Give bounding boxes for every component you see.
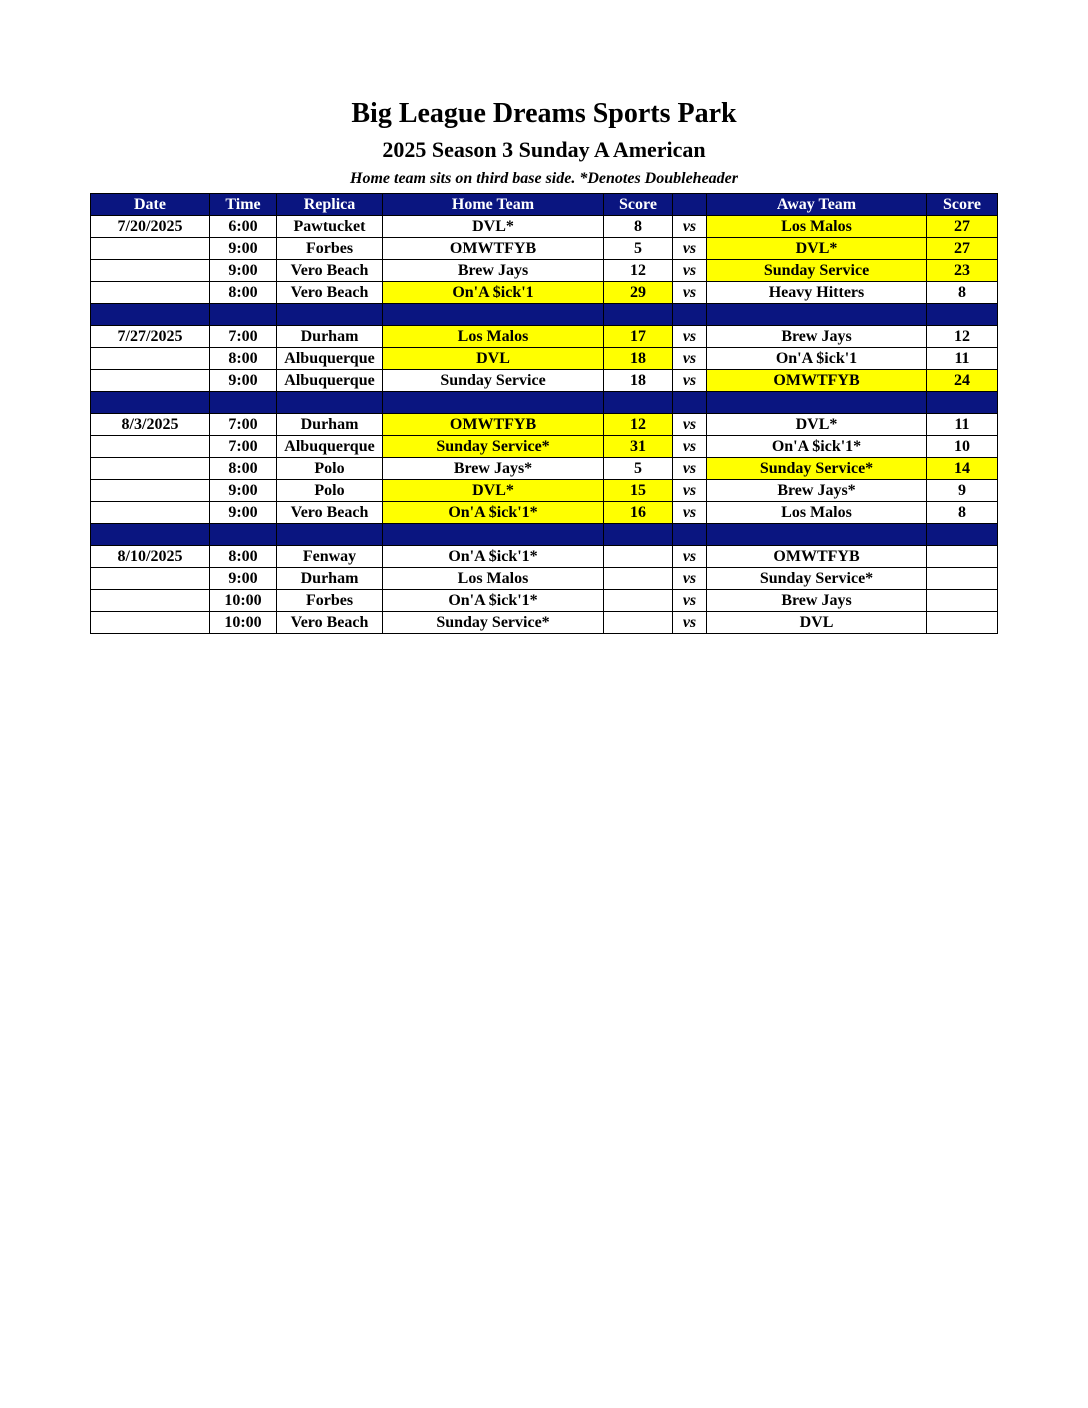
replica-cell: Pawtucket [277,216,383,238]
away-score-cell: 9 [927,480,998,502]
page-subtitle: 2025 Season 3 Sunday A American [382,137,706,162]
table-row [91,546,998,568]
time-cell: 9:00 [210,238,277,260]
page-title: Big League Dreams Sports Park [351,98,737,129]
separator-cell [210,524,277,546]
away-score-cell: 27 [927,216,998,238]
home-score-cell: 12 [604,414,673,436]
home-team-cell: On'A $ick'1* [383,590,604,612]
away-team-cell: Sunday Service [707,260,927,282]
schedule-body [91,216,998,634]
vs-cell: vs [673,612,707,634]
away-team-cell: Brew Jays [707,326,927,348]
home-score-cell: 18 [604,348,673,370]
home-score-cell [604,546,673,568]
away-score-cell [927,568,998,590]
table-row [91,480,998,502]
time-cell: 10:00 [210,590,277,612]
col-header-away-team: Away Team [707,194,927,216]
time-cell: 8:00 [210,458,277,480]
away-score-cell: 12 [927,326,998,348]
time-cell: 8:00 [210,546,277,568]
table-row [91,348,998,370]
away-score-cell: 10 [927,436,998,458]
date-cell [91,436,210,458]
home-team-cell: DVL* [383,480,604,502]
vs-cell: vs [673,458,707,480]
col-header-date: Date [91,194,210,216]
table-row [91,370,998,392]
time-cell: 7:00 [210,414,277,436]
vs-cell: vs [673,568,707,590]
vs-cell: vs [673,348,707,370]
replica-cell: Forbes [277,590,383,612]
vs-cell: vs [673,480,707,502]
replica-cell: Fenway [277,546,383,568]
col-header-home-team: Home Team [383,194,604,216]
separator-cell [927,392,998,414]
separator-cell [707,524,927,546]
home-team-cell: DVL* [383,216,604,238]
vs-cell: vs [673,216,707,238]
separator-cell [383,524,604,546]
table-row [91,414,998,436]
away-team-cell: Heavy Hitters [707,282,927,304]
date-cell [91,568,210,590]
date-cell [91,348,210,370]
time-cell: 8:00 [210,282,277,304]
header-row [91,194,998,216]
replica-cell: Forbes [277,238,383,260]
time-cell: 7:00 [210,436,277,458]
separator-cell [707,304,927,326]
home-team-cell: On'A $ick'1 [383,282,604,304]
vs-cell: vs [673,238,707,260]
home-team-cell: Los Malos [383,568,604,590]
away-team-cell: OMWTFYB [707,546,927,568]
home-team-cell: On'A $ick'1* [383,502,604,524]
replica-cell: Albuquerque [277,370,383,392]
table-row [91,458,998,480]
date-cell [91,590,210,612]
date-cell [91,502,210,524]
date-cell [91,282,210,304]
replica-cell: Albuquerque [277,436,383,458]
home-score-cell: 8 [604,216,673,238]
date-cell [91,480,210,502]
home-score-cell: 31 [604,436,673,458]
home-team-cell: Brew Jays* [383,458,604,480]
away-team-cell: Los Malos [707,216,927,238]
replica-cell: Durham [277,568,383,590]
away-team-cell: OMWTFYB [707,370,927,392]
home-team-cell: Sunday Service [383,370,604,392]
replica-cell: Polo [277,458,383,480]
vs-cell: vs [673,414,707,436]
time-cell: 9:00 [210,370,277,392]
away-score-cell [927,546,998,568]
date-cell: 8/3/2025 [91,414,210,436]
away-score-cell: 11 [927,414,998,436]
home-score-cell: 29 [604,282,673,304]
away-score-cell: 23 [927,260,998,282]
table-row [91,436,998,458]
home-score-cell: 18 [604,370,673,392]
col-header-home-score: Score [604,194,673,216]
week-separator-row [91,392,998,414]
replica-cell: Durham [277,326,383,348]
separator-cell [604,524,673,546]
replica-cell: Polo [277,480,383,502]
col-header-away-score: Score [927,194,998,216]
col-header-replica: Replica [277,194,383,216]
table-row [91,326,998,348]
home-team-cell: Sunday Service* [383,612,604,634]
time-cell: 8:00 [210,348,277,370]
vs-cell: vs [673,502,707,524]
away-score-cell: 24 [927,370,998,392]
home-team-cell: DVL [383,348,604,370]
away-score-cell [927,612,998,634]
date-cell: 8/10/2025 [91,546,210,568]
separator-cell [91,392,210,414]
time-cell: 9:00 [210,568,277,590]
home-score-cell: 12 [604,260,673,282]
separator-cell [383,392,604,414]
schedule-table [90,193,998,634]
time-cell: 9:00 [210,502,277,524]
separator-cell [210,304,277,326]
home-score-cell [604,612,673,634]
separator-cell [210,392,277,414]
time-cell: 10:00 [210,612,277,634]
separator-cell [277,524,383,546]
table-row [91,568,998,590]
date-cell [91,238,210,260]
home-score-cell: 17 [604,326,673,348]
table-row [91,502,998,524]
table-row [91,216,998,238]
home-score-cell [604,590,673,612]
table-row [91,282,998,304]
away-team-cell: Brew Jays* [707,480,927,502]
vs-cell: vs [673,590,707,612]
away-team-cell: Los Malos [707,502,927,524]
time-cell: 9:00 [210,480,277,502]
away-score-cell: 14 [927,458,998,480]
vs-cell: vs [673,282,707,304]
away-score-cell [927,590,998,612]
date-cell [91,260,210,282]
separator-cell [277,392,383,414]
vs-cell: vs [673,370,707,392]
separator-cell [673,304,707,326]
home-team-cell: OMWTFYB [383,238,604,260]
time-cell: 6:00 [210,216,277,238]
week-separator-row [91,304,998,326]
date-cell [91,458,210,480]
replica-cell: Vero Beach [277,282,383,304]
home-score-cell: 15 [604,480,673,502]
away-team-cell: DVL [707,612,927,634]
doubleheader-note: Home team sits on third base side. *Denotes Doubleheader [350,170,738,187]
home-team-cell: Sunday Service* [383,436,604,458]
vs-cell: vs [673,436,707,458]
vs-cell: vs [673,326,707,348]
table-row [91,612,998,634]
away-team-cell: Brew Jays [707,590,927,612]
home-team-cell: Brew Jays [383,260,604,282]
replica-cell: Durham [277,414,383,436]
replica-cell: Vero Beach [277,502,383,524]
separator-cell [277,304,383,326]
separator-cell [604,304,673,326]
table-row [91,260,998,282]
table-row [91,590,998,612]
separator-cell [707,392,927,414]
home-team-cell: OMWTFYB [383,414,604,436]
away-score-cell: 8 [927,502,998,524]
week-separator-row [91,524,998,546]
date-cell [91,370,210,392]
vs-cell: vs [673,546,707,568]
away-score-cell: 27 [927,238,998,260]
col-header-time: Time [210,194,277,216]
away-team-cell: DVL* [707,238,927,260]
away-team-cell: On'A $ick'1 [707,348,927,370]
time-cell: 7:00 [210,326,277,348]
time-cell: 9:00 [210,260,277,282]
table-row [91,238,998,260]
home-team-cell: Los Malos [383,326,604,348]
separator-cell [927,524,998,546]
replica-cell: Vero Beach [277,260,383,282]
away-score-cell: 11 [927,348,998,370]
separator-cell [383,304,604,326]
col-header-vs [673,194,707,216]
separator-cell [91,304,210,326]
away-score-cell: 8 [927,282,998,304]
home-score-cell [604,568,673,590]
separator-cell [927,304,998,326]
away-team-cell: On'A $ick'1* [707,436,927,458]
replica-cell: Vero Beach [277,612,383,634]
home-team-cell: On'A $ick'1* [383,546,604,568]
separator-cell [673,524,707,546]
vs-cell: vs [673,260,707,282]
home-score-cell: 5 [604,238,673,260]
date-cell: 7/20/2025 [91,216,210,238]
date-cell [91,612,210,634]
separator-cell [673,392,707,414]
replica-cell: Albuquerque [277,348,383,370]
away-team-cell: Sunday Service* [707,568,927,590]
date-cell: 7/27/2025 [91,326,210,348]
separator-cell [91,524,210,546]
home-score-cell: 16 [604,502,673,524]
home-score-cell: 5 [604,458,673,480]
away-team-cell: DVL* [707,414,927,436]
separator-cell [604,392,673,414]
away-team-cell: Sunday Service* [707,458,927,480]
